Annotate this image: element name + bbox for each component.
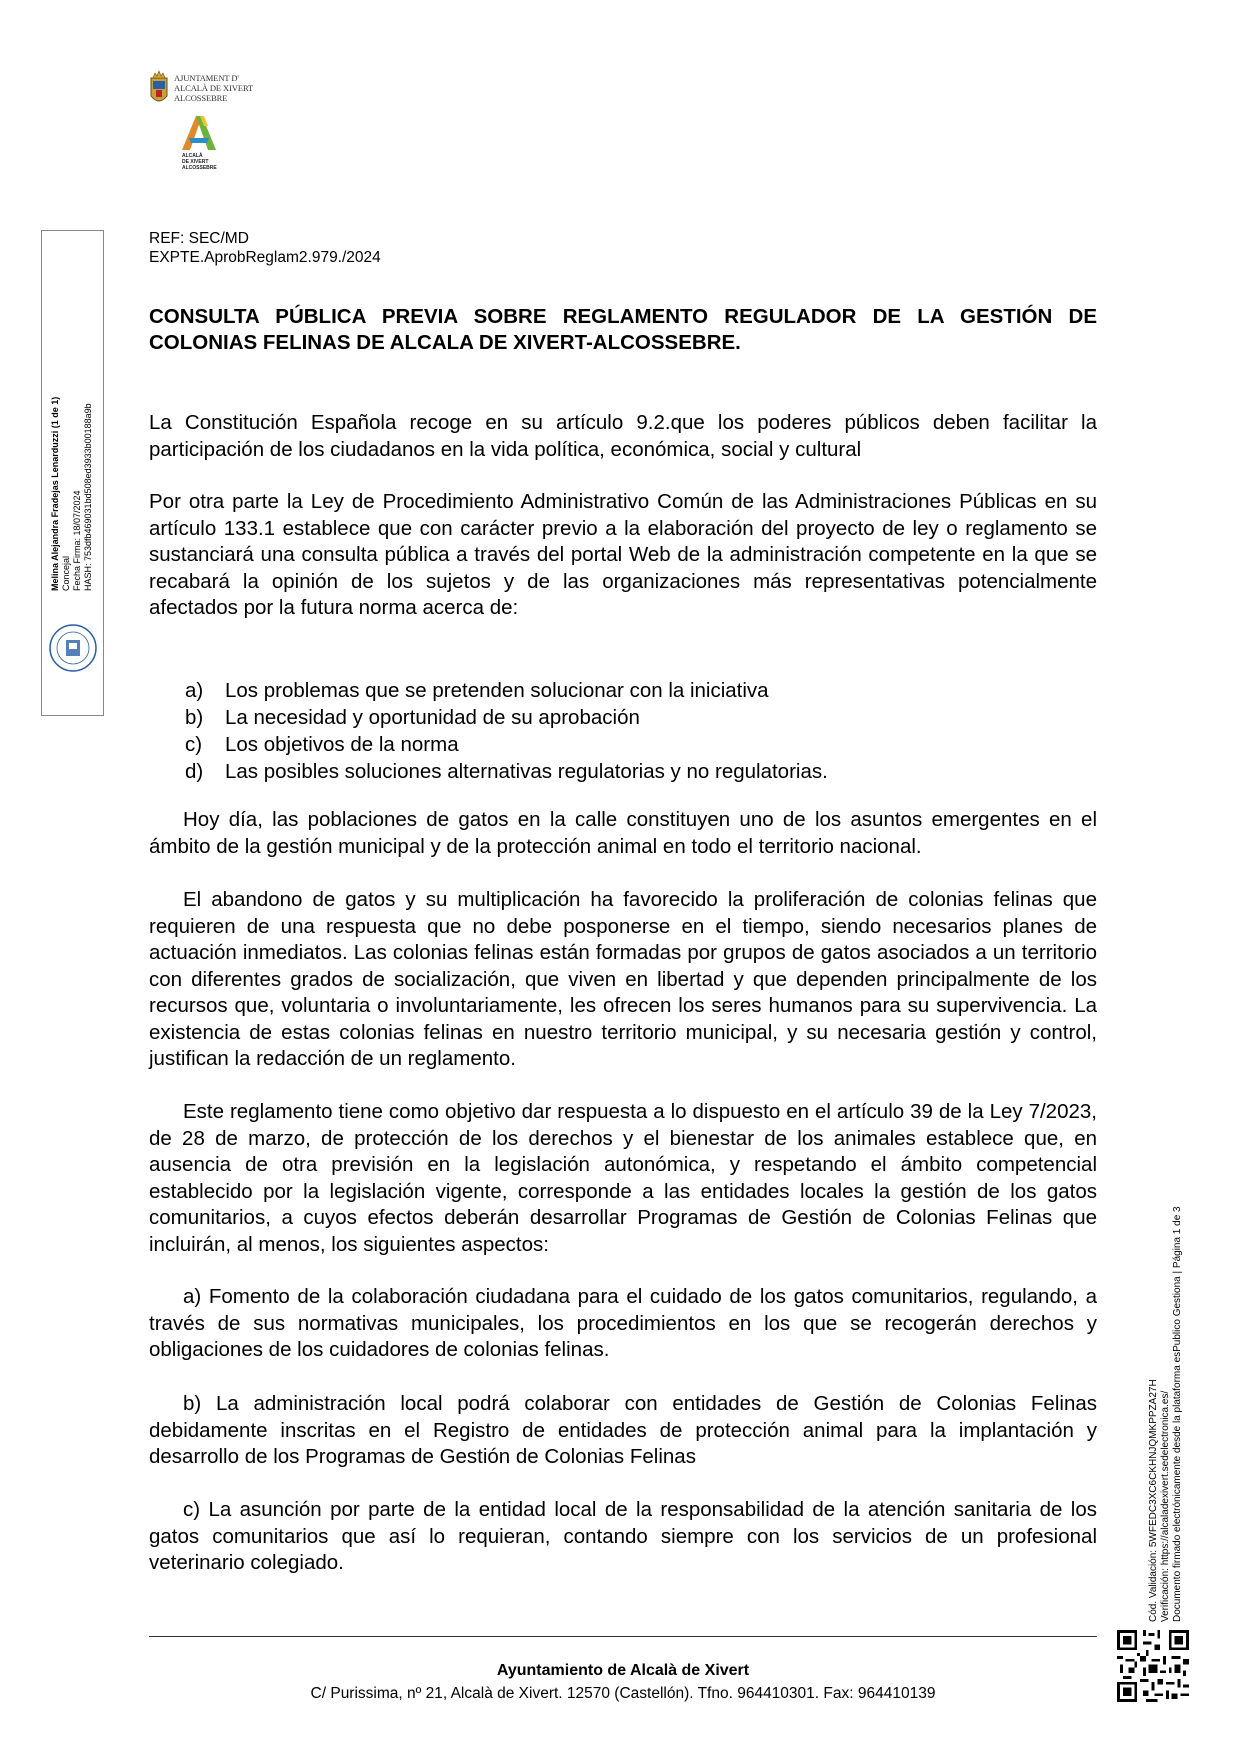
signer-name: Melina Alejandra Fradejas Lenarduzzi (1 de 1) [50, 396, 60, 591]
validation-text [1148, 1092, 1184, 1622]
validation-code: Cód. Validación: 5WFEDC3XC6CKHNJQMKPPZA27H [1148, 1379, 1159, 1622]
municipal-logo [148, 70, 278, 110]
footer-title: Ayuntamiento de Alcalà de Xivert [496, 1662, 750, 1679]
list-item: a) Los problemas que se pretenden solucionar con la iniciativa [185, 679, 769, 702]
coat-of-arms-icon [148, 70, 170, 108]
paragraph-4: El abandono de gatos y su multiplicación ha favorecido la proliferación de colonias felinas que requieren de una respuesta que no debe posponerse en el tiempo, siendo necesarios planes de actuación inmediatos. Las colonias felinas están formadas por grupos de gatos asociados a un territorio con diferentes grados de socialización, que viven en libertad y que dependen principalmente de los recursos que, voluntaria o involuntariamente, les ofrecen los seres humanos para su supervivencia. La existencia de estas colonias felinas en nuestro territorio municipal, y su necesaria gestión y control, justifican la redacción de un reglamento. [149, 888, 1097, 1070]
qr-code-icon [1117, 1630, 1189, 1702]
paragraph-1: La Constitución Española recoge en su artículo 9.2.que los poderes públicos deben facilitar la participación de los ciudadanos en la vida política, económica, social y cultural [149, 411, 1097, 461]
signature-details [50, 371, 112, 591]
file-number: EXPTE.AprobReglam2.979./2024 [149, 249, 381, 266]
reference-code: REF: SEC/MD [149, 230, 249, 247]
paragraph-7: b) La administración local podrá colaborar con entidades de Gestión de Colonias Felinas debidamente inscritas en el Registro de entidades de protección animal para la implantación y desarrollo de los Programas de Gestión de Colonias Felinas [149, 1392, 1097, 1468]
signer-role: Concejal [61, 555, 71, 591]
reference-block [149, 229, 381, 267]
consultation-topics-list [149, 677, 1097, 785]
paragraph-3: Hoy día, las poblaciones de gatos en la calle constituyen uno de los asuntos emergentes en el ámbito de la gestión municipal y de la protección animal en todo el territorio nacional. [149, 808, 1097, 858]
paragraph-5: Este reglamento tiene como objetivo dar respuesta a lo dispuesto en el artículo 39 de la Ley 7/2023, de 28 de marzo, de protección de los derechos y el bienestar de los animales establece que, en ausencia de otra previsión en la legislación autonómica, y respetando el ámbito competencial establecido por la legislación vigente, corresponde a las entidades locales la gestión de los gatos comunitarios, a cuyos efectos deberán desarrollar Programas de Gestión de Colonias Felinas que incluirán, al menos, los siguientes aspectos: [149, 1100, 1097, 1256]
official-seal-icon [48, 623, 98, 673]
list-item: c) Los objetivos de la norma [185, 733, 459, 756]
alcala-brand-text: ALCALÀ DE XIVERT ALCOSSEBRE [182, 153, 217, 171]
signature-hash: HASH: 753dfb469031bd508ed3933b00188a9b [83, 403, 93, 591]
platform-note: Documento firmado electrónicamente desde la plataforma esPublico Gestiona | Página 1 de 3 [1172, 1206, 1183, 1622]
signature-date: Fecha Firma: 18/07/2024 [72, 490, 82, 591]
a-letter-logo-icon [178, 112, 222, 152]
alcala-brand-logo [178, 112, 238, 172]
verification-url[interactable]: Verificación: https://alcaladexivert.sedelectronica.es/ [1160, 1390, 1171, 1622]
paragraph-6: a) Fomento de la colaboración ciudadana para el cuidado de los gatos comunitarios, regulando, a través de sus normativas municipales, los procedimientos en los que se recogerán derechos y obligaciones de los cuidadores de colonias felinas. [149, 1285, 1097, 1361]
municipal-logo-text: AJUNTAMENT D' ALCALÀ DE XIVERT ALCOSSEBRE [174, 73, 254, 103]
footer-address: C/ Purissima, nº 21, Alcalà de Xivert. 12570 (Castellón). Tfno. 964410301. Fax: 964410139 [310, 1685, 936, 1702]
paragraph-2: Por otra parte la Ley de Procedimiento Administrativo Común de las Administraciones Públicas en su artículo 133.1 establece que con carácter previo a la elaboración del proyecto de ley o reglamento se sustanciará una consulta pública a través del portal Web de la administración competente en la que se recabará la opinión de los sujetos y de las organizaciones más representativas potencialmente afectados por la futura norma acerca de: [149, 490, 1097, 619]
list-item: b) La necesidad y oportunidad de su aprobación [185, 706, 640, 729]
list-item: d) Las posibles soluciones alternativas regulatorias y no regulatorias. [185, 760, 828, 783]
document-title: CONSULTA PÚBLICA PREVIA SOBRE REGLAMENTO REGULADOR DE LA GESTIÓN DE COLONIAS FELINAS DE ALCALA DE XIVERT-ALCOSSEBRE. [149, 305, 1097, 354]
signature-box [41, 230, 104, 716]
footer-divider [149, 1636, 1097, 1637]
paragraph-8: c) La asunción por parte de la entidad local de la responsabilidad de la atención sanitaria de los gatos comunitarios que así lo requieran, contando siempre con los servicios de un profesional veterinario colegiado. [149, 1498, 1097, 1574]
